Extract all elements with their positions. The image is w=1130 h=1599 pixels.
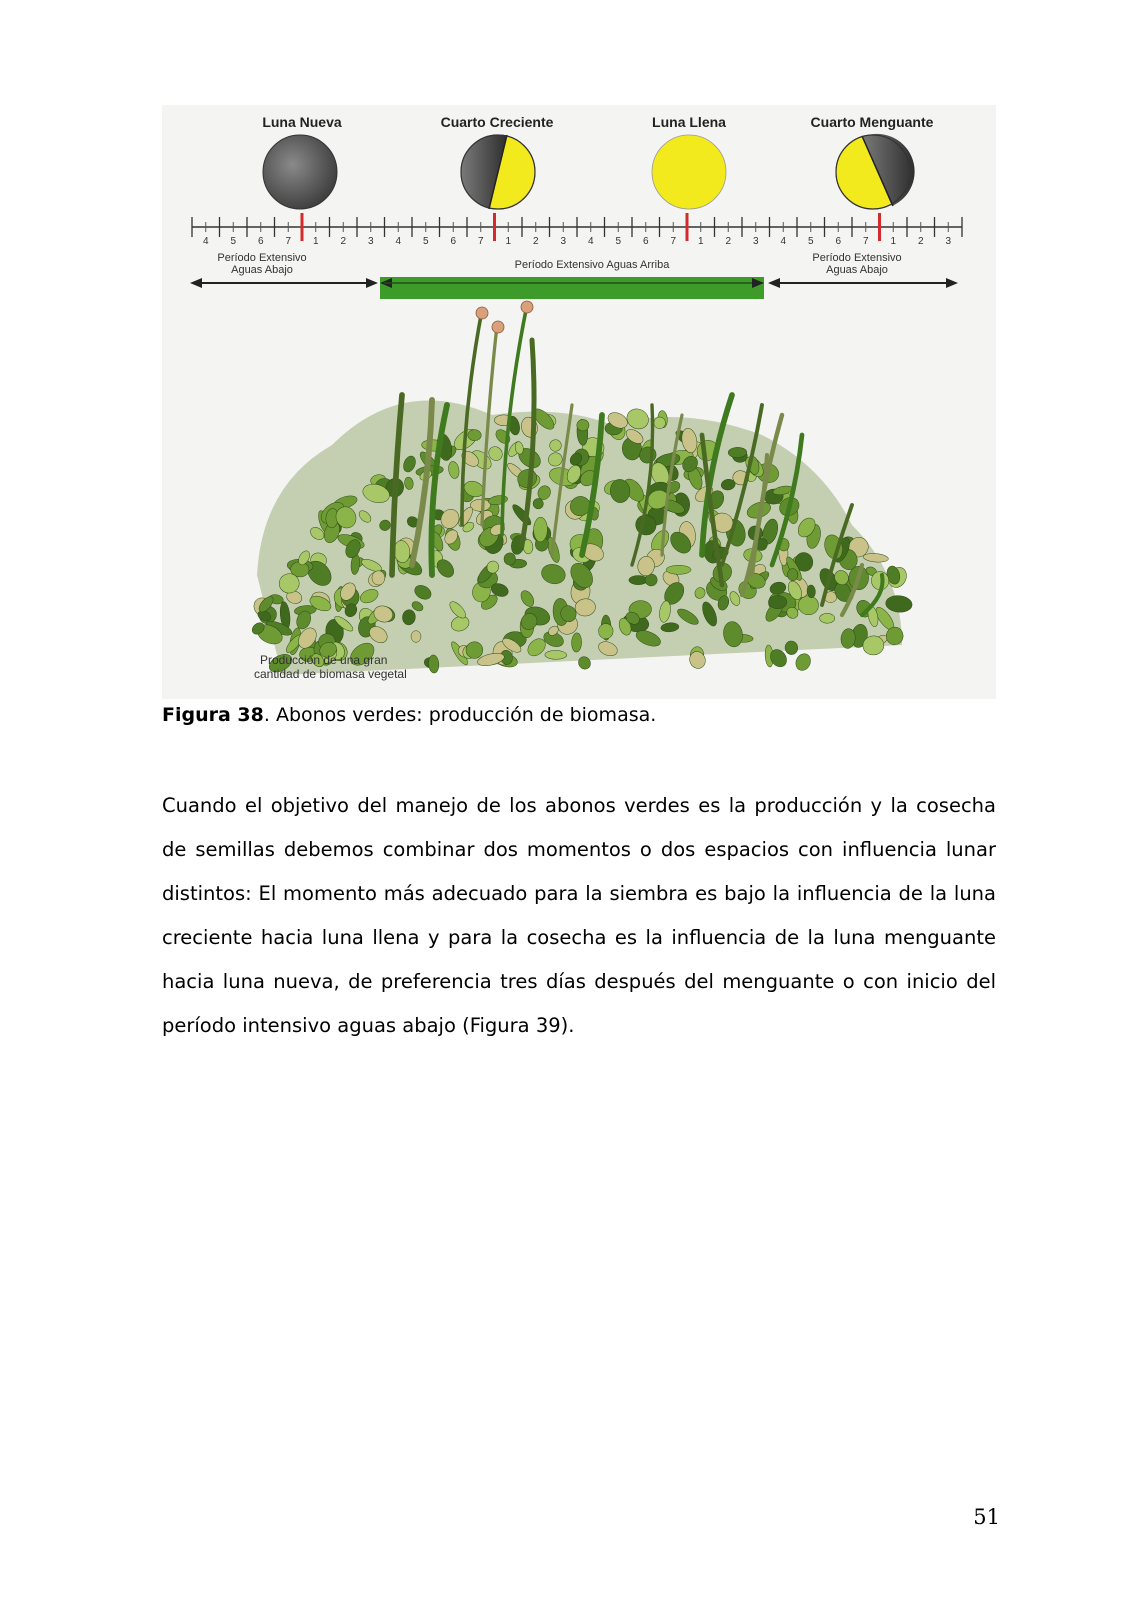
timeline-tick-label: 1 [890,236,897,247]
period-right-line1: Período Extensivo [812,252,902,264]
timeline-scale [192,213,962,247]
phase-label-first-quarter: Cuarto Creciente [440,114,554,130]
timeline-tick-label: 5 [422,236,429,247]
phase-label-new: Luna Nueva [262,114,342,130]
moon-first-quarter-icon [461,135,535,209]
plant-biomass-illustration [250,301,913,676]
plant-leaf [533,517,547,542]
timeline-tick-label: 3 [560,236,567,247]
phase-label-last-quarter: Cuarto Menguante [810,114,934,130]
phase-label-full: Luna Llena [652,114,726,130]
moon-last-quarter-icon [836,134,915,209]
timeline-tick-label: 2 [917,236,924,247]
timeline-tick-label: 5 [615,236,622,247]
plant-leaf [793,651,813,672]
timeline-tick-label: 2 [340,236,347,247]
period-left-line1: Período Extensivo [217,252,307,264]
caption-text: . Abonos verdes: producción de biomasa. [263,704,657,726]
plant-leaf [411,631,421,643]
moon-new-icon [263,135,337,209]
period-right-line2: Aguas Abajo [826,264,888,276]
period-left-line2: Aguas Abajo [231,264,293,276]
plant-leaf [577,419,590,431]
timeline-tick-label: 1 [505,236,512,247]
timeline-tick-label: 5 [230,236,237,247]
plant-flower [492,321,504,333]
plant-leaf [598,623,613,639]
plant-flower [476,307,488,319]
plant-leaf [787,568,798,581]
caption-figure-number: Figura 38 [162,704,264,726]
plant-leaf [768,595,787,609]
plant-leaf [666,565,691,574]
timeline-tick-label: 7 [285,236,292,247]
timeline-tick-label: 5 [807,236,814,247]
timeline-tick-label: 4 [587,236,594,247]
figure-moon-phases-biomass [162,105,996,699]
timeline-tick-label: 3 [945,236,952,247]
timeline-tick-label: 3 [752,236,759,247]
plant-leaf [470,499,490,511]
period-right-arrow-icon [768,278,958,288]
moon-full-icon [652,135,726,209]
timeline-tick-label: 6 [642,236,649,247]
timeline-tick-label: 6 [257,236,264,247]
plant-label-line1: Producción de una gran [260,653,388,667]
timeline-tick-label: 6 [835,236,842,247]
body-paragraph: Cuando el objetivo del manejo de los abonos verdes es la producción y la cosecha de semillas debemos combinar dos momentos o dos espacios con influencia lunar distintos: El momento más adecuado para la siembra es bajo la influencia de la luna creciente hacia luna llena y para la cosecha es la influencia de la luna menguante hacia luna nueva, de preferencia tres días después del menguante o con inicio del período intensivo aguas abajo (Figura 39). [162,794,996,1037]
timeline-tick-label: 4 [780,236,787,247]
timeline-tick-label: 4 [395,236,402,247]
period-left-arrow-icon [190,278,378,288]
plant-leaf [820,613,835,623]
plant-label-line2: cantidad de biomasa vegetal [254,667,407,681]
timeline-tick-label: 7 [477,236,484,247]
page-number: 51 [973,1505,1000,1529]
timeline-tick-label: 7 [670,236,677,247]
timeline-tick-label: 2 [725,236,732,247]
timeline-tick-labels [203,236,952,247]
timeline-tick-label: 1 [697,236,704,247]
period-center-label: Período Extensivo Aguas Arriba [514,259,670,271]
timeline-tick-label: 7 [862,236,869,247]
plant-leaf [545,650,567,659]
plant-leaf [372,571,385,585]
figure-caption [162,702,996,728]
plant-leaf [629,576,648,585]
plant-leaf [728,447,747,458]
timeline-tick-label: 1 [312,236,319,247]
timeline-tick-label: 2 [532,236,539,247]
timeline-tick-label: 3 [367,236,374,247]
period-center-bar [380,277,764,299]
timeline-tick-label: 6 [450,236,457,247]
plant-flower [521,301,533,313]
timeline-tick-label: 4 [202,236,209,247]
